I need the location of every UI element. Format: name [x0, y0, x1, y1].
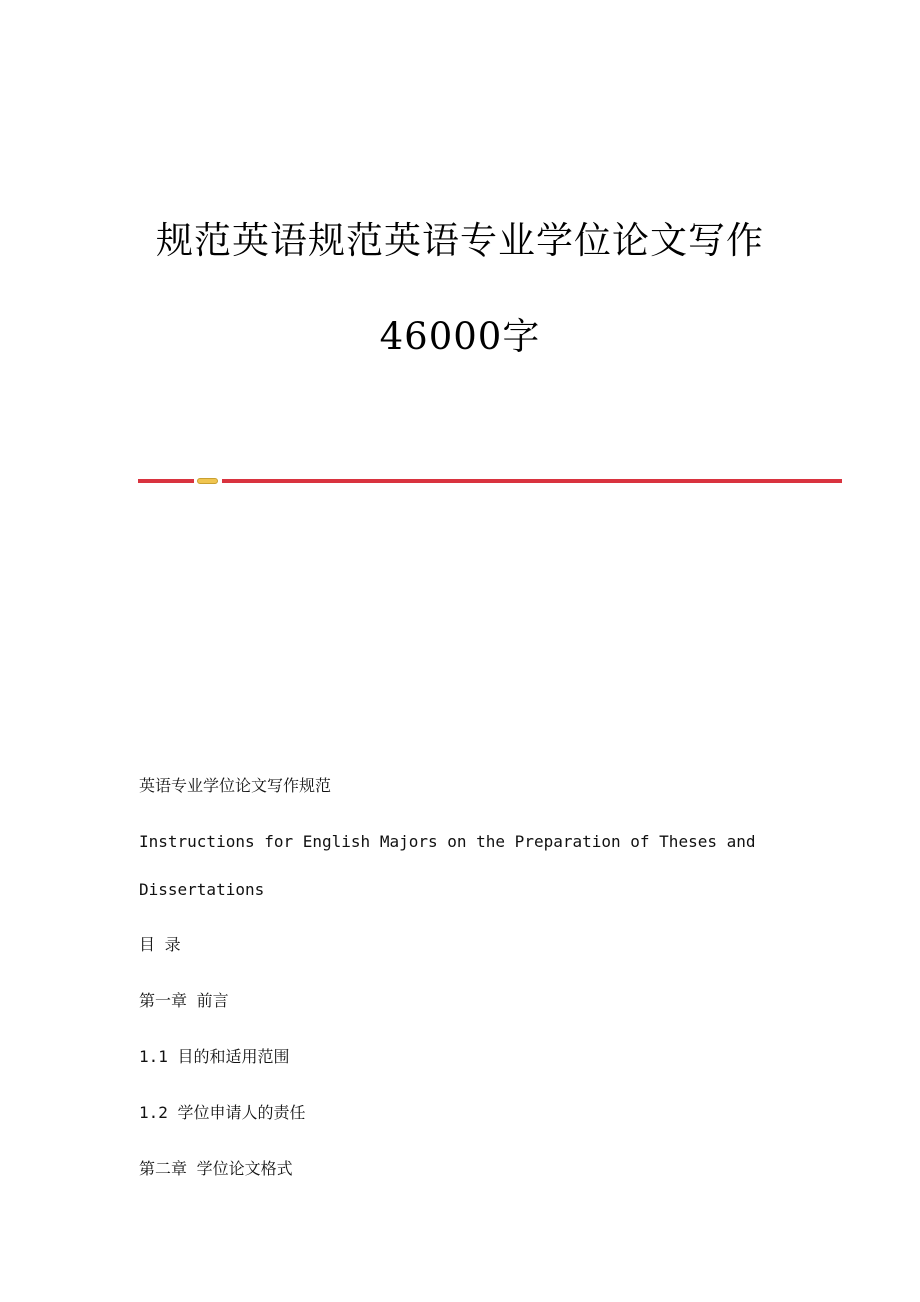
document-title-line-1: 规范英语规范英语专业学位论文写作	[156, 219, 764, 262]
divider-bar-left	[138, 479, 194, 483]
toc-item-1-2: 1.2 学位申请人的责任	[139, 1103, 306, 1122]
toc-item-chapter-1: 第一章 前言	[139, 991, 229, 1010]
toc-item-1-1: 1.1 目的和适用范围	[139, 1047, 290, 1066]
document-title-line-2: 46000字	[379, 315, 541, 358]
subtitle-english-line-2: Dissertations	[139, 880, 265, 899]
divider-bar-right	[222, 479, 842, 483]
toc-heading: 目 录	[139, 935, 181, 954]
divider-ornament-icon	[197, 478, 218, 484]
subtitle-chinese: 英语专业学位论文写作规范	[139, 776, 332, 795]
subtitle-english-line-1: Instructions for English Majors on the Preparation of Theses and	[139, 832, 756, 851]
title-divider	[138, 477, 842, 485]
toc-item-chapter-2: 第二章 学位论文格式	[139, 1159, 293, 1178]
